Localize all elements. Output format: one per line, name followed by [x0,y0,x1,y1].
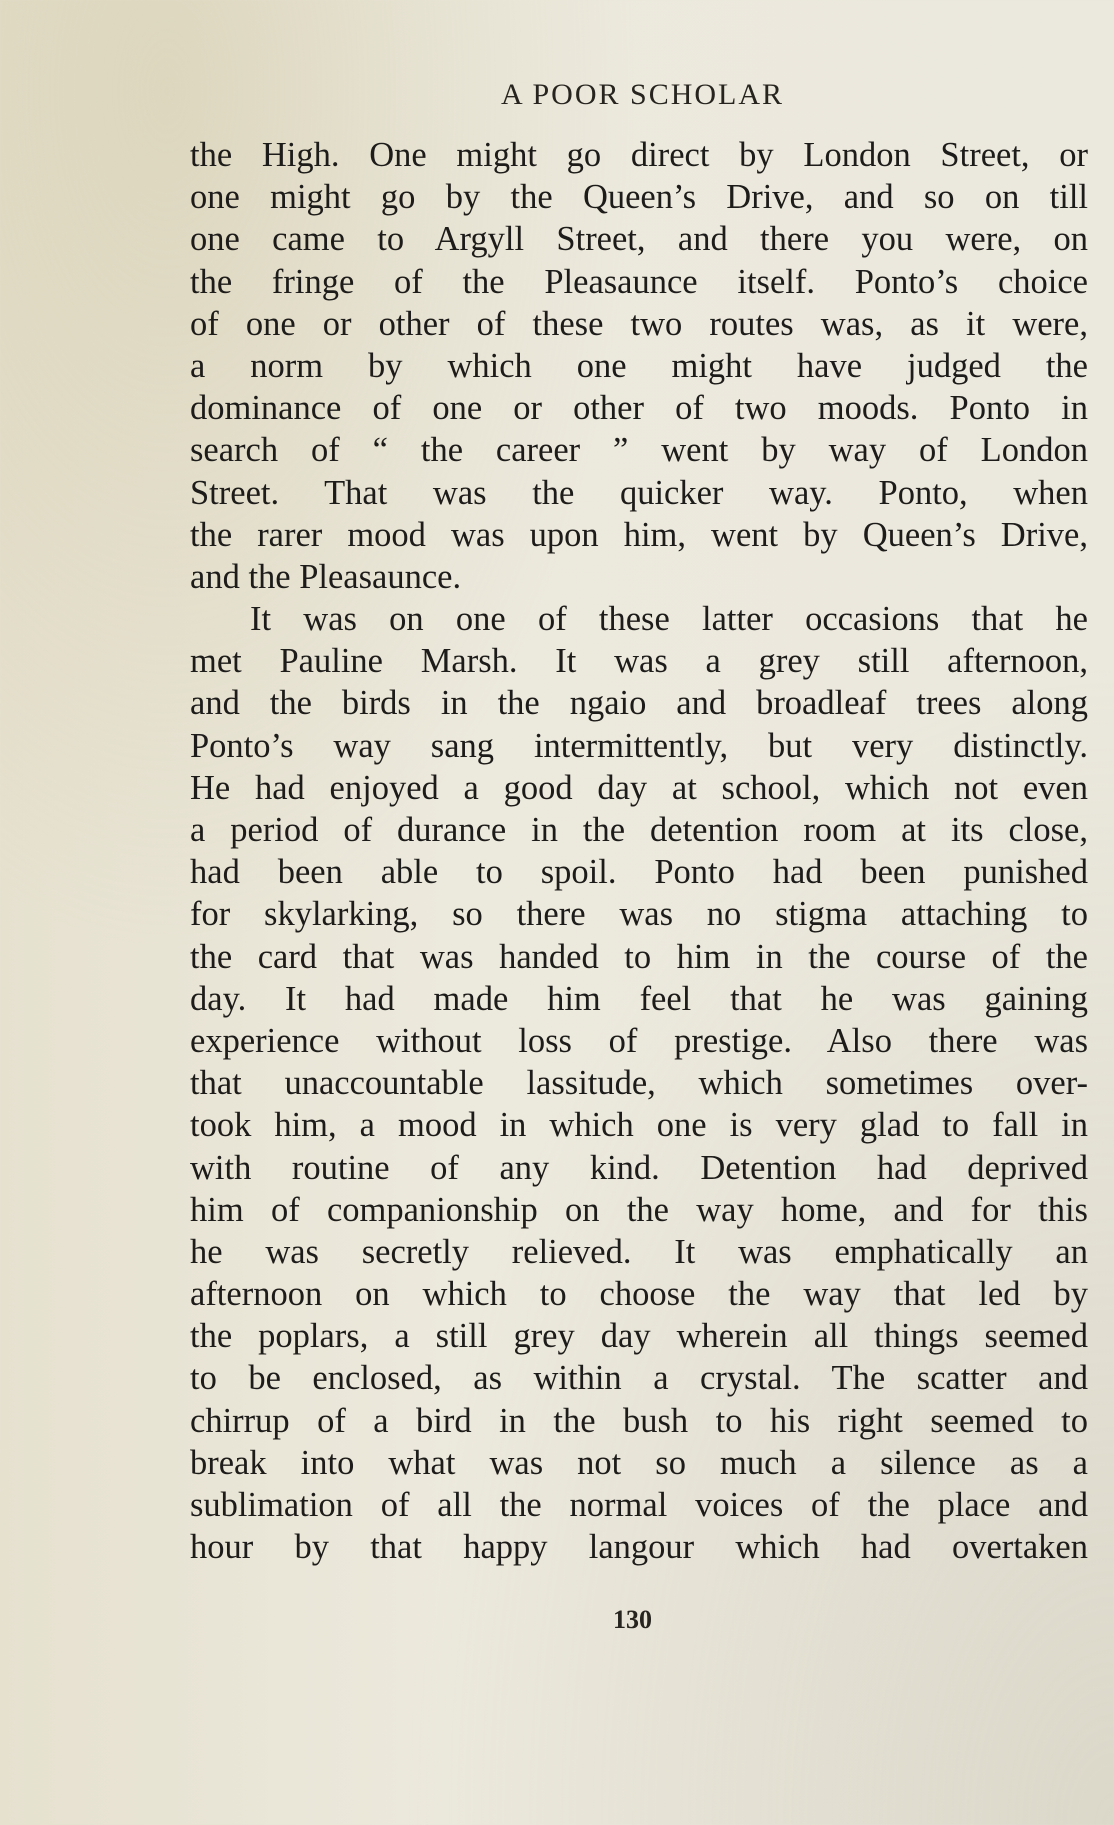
body-text [190,134,1088,1568]
text-line: a norm by which one might have judged the [190,346,1088,385]
text-line: and the Pleasaunce. [190,557,462,596]
text-line: day. It had made him feel that he was gaining [190,979,1088,1018]
running-head: A POOR SCHOLAR [500,78,785,111]
text-line: chirrup of a bird in the bush to his right seemed to [190,1401,1088,1440]
page-number: 130 [613,1605,652,1634]
text-line: break into what was not so much a silence as a [190,1443,1088,1482]
text-line: afternoon on which to choose the way that led by [190,1275,1088,1314]
text-line: he was secretly relieved. It was emphatically an [190,1232,1088,1271]
text-line: He had enjoyed a good day at school, which not even [190,768,1088,807]
text-line: It was on one of these latter occasions that he [250,600,1088,639]
text-line: hour by that happy langour which had overtaken [190,1528,1088,1567]
text-line: the card that was handed to him in the course of the [190,937,1088,976]
text-line: of one or other of these two routes was, as it were, [190,304,1088,343]
text-line: search of “ the career ” went by way of London [190,431,1088,470]
paragraph [190,134,1088,598]
text-line: experience without loss of prestige. Also there was [190,1021,1088,1060]
text-line: took him, a mood in which one is very glad to fall in [190,1106,1088,1145]
text-line: him of companionship on the way home, and for this [190,1190,1088,1229]
text-line: the High. One might go direct by London Street, or [190,136,1088,174]
text-line: the poplars, a still grey day wherein all things seemed [190,1317,1088,1356]
text-line: dominance of one or other of two moods. Ponto in [190,389,1088,428]
text-line: Ponto’s way sang intermittently, but very distinctly. [190,726,1088,765]
text-line: that unaccountable lassitude, which sometimes over- [190,1064,1088,1103]
text-line: with routine of any kind. Detention had deprived [190,1148,1088,1187]
text-line: sublimation of all the normal voices of the place and [190,1486,1088,1524]
text-line: Street. That was the quicker way. Ponto, when [190,473,1088,512]
paragraph [190,598,1088,1568]
text-line: one might go by the Queen’s Drive, and so on till [190,178,1088,217]
text-line: the rarer mood was upon him, went by Queen’s Drive, [190,515,1088,554]
text-line: for skylarking, so there was no stigma attaching to [190,895,1088,934]
text-line: and the birds in the ngaio and broadleaf trees along [190,684,1088,723]
text-line: to be enclosed, as within a crystal. The scatter and [190,1359,1088,1398]
text-line: had been able to spoil. Ponto had been punished [190,853,1088,892]
text-line: one came to Argyll Street, and there you were, on [190,220,1088,259]
text-line: the fringe of the Pleasaunce itself. Ponto’s choice [190,262,1088,301]
text-line: a period of durance in the detention room at its close, [190,811,1088,849]
text-line: met Pauline Marsh. It was a grey still afternoon, [190,642,1088,681]
